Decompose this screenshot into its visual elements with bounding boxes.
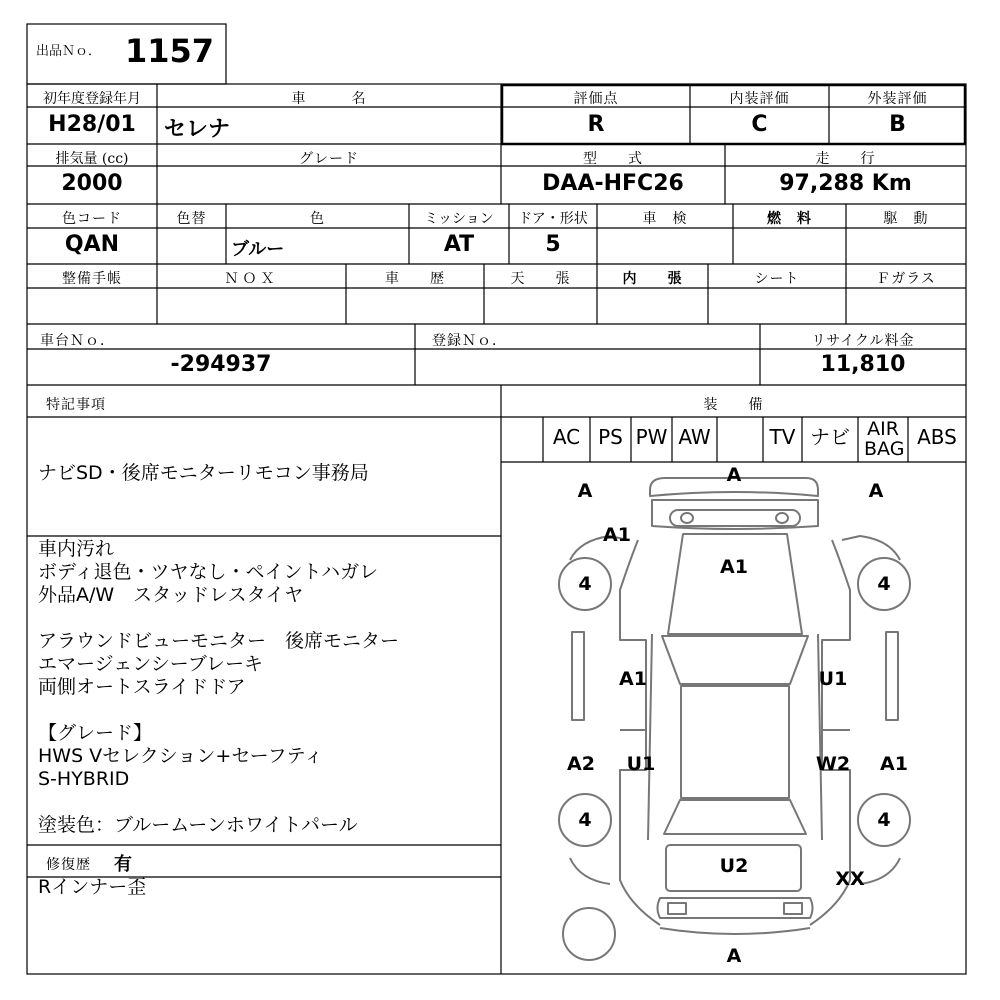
mileage-header: 走 行 <box>815 151 876 167</box>
first-registration-header: 初年度登録年月 <box>43 91 141 107</box>
note-line: アラウンドビューモニター 後席モニター <box>38 630 400 652</box>
fuel-header: 燃 料 <box>767 211 812 227</box>
score-header: 評価点 <box>573 91 619 107</box>
color-change-header: 色替 <box>176 211 207 227</box>
remarks-header: 特記事項 <box>46 397 106 413</box>
doors-value: 5 <box>545 232 561 257</box>
equip-aw: AW <box>678 425 711 449</box>
mission-header: ミッション <box>424 211 494 227</box>
note-line: 外品A/W スタッドレスタイヤ <box>38 584 304 606</box>
lot-number: 1157 <box>125 32 215 70</box>
equip-ac: AC <box>552 425 581 449</box>
mark-rear-right-fender: A1 <box>880 753 908 775</box>
mark-front-right-tire: 4 <box>877 573 891 595</box>
mark-a-pillar-left: A1 <box>603 524 631 546</box>
seat-header: シート <box>754 271 800 287</box>
score-value: R <box>587 112 605 137</box>
color-value: ブルー <box>231 239 285 260</box>
mark-rear-left-tire: 4 <box>578 809 592 831</box>
mark-rear-bumper: A <box>726 945 742 967</box>
displacement-value: 2000 <box>61 171 123 196</box>
inspection-header: 車 検 <box>642 211 688 227</box>
car-name-value: セレナ <box>164 117 231 142</box>
mark-front-bumper: A <box>726 464 742 486</box>
remarks-line-1: ナビSD・後席モニターリモコン事務局 <box>38 462 369 484</box>
exterior-value: B <box>889 112 906 137</box>
repair-history-value: 有 <box>114 854 132 875</box>
door-shape-header: ドア・形状 <box>518 211 588 227</box>
mileage-value: 97,288 Km <box>779 171 912 196</box>
mark-tailgate: U2 <box>719 855 749 877</box>
model-header: 型 式 <box>583 151 643 167</box>
note-line: 塗装色：ブルームーンホワイトパール <box>38 814 358 836</box>
color-code-header: 色コード <box>62 211 122 227</box>
mark-front-right-door: U1 <box>818 668 848 690</box>
interior-header: 内装評価 <box>729 91 790 107</box>
note-line: S-HYBRID <box>38 768 130 790</box>
repair-history-header: 修復歴 <box>46 857 91 873</box>
lot-label: 出品Ｎｏ． <box>36 44 102 59</box>
nox-header: ＮＯＸ <box>224 271 279 287</box>
equip-abs: ABS <box>917 425 957 449</box>
mark-hood: A1 <box>720 556 748 578</box>
chassis-value: -294937 <box>170 352 272 377</box>
note-line: HWS Vセレクション+セーフティ <box>38 745 324 767</box>
interior-value: C <box>751 112 768 137</box>
mark-front-left-tire: 4 <box>578 573 592 595</box>
drive-header: 駆 動 <box>883 211 929 227</box>
maintenance-book-header: 整備手帳 <box>62 271 122 287</box>
recycle-fee-value: 11,810 <box>820 352 906 377</box>
registration-header: 登録Ｎｏ． <box>432 333 507 349</box>
displacement-header: 排気量 (cc) <box>55 151 129 167</box>
repair-detail: Rインナー歪 <box>38 876 147 898</box>
grade-header: グレード <box>299 151 359 167</box>
mark-front-left-corner: A <box>577 480 593 502</box>
equipment-header: 装 備 <box>703 397 764 413</box>
color-header: 色 <box>310 211 325 227</box>
mission-value: AT <box>443 232 475 257</box>
first-registration-value: H28/01 <box>48 112 136 137</box>
mark-rear-left-fender: A2 <box>567 753 595 775</box>
headliner-header: 天 張 <box>510 271 571 287</box>
equip-tv: TV <box>769 425 796 449</box>
recycle-fee-header: リサイクル料金 <box>811 333 915 349</box>
mark-front-left-door: A1 <box>619 668 647 690</box>
note-line: ボディ退色・ツヤなし・ペイントハガレ <box>38 561 379 583</box>
mark-rear-right-tire: 4 <box>877 809 891 831</box>
mark-rear-left-door: U1 <box>626 753 656 775</box>
mark-rear-right-door: W2 <box>815 753 851 775</box>
note-line: 車内汚れ <box>38 538 115 560</box>
mark-rear-right-corner: XX <box>835 868 865 890</box>
color-code-value: QAN <box>64 232 120 257</box>
history-header: 車 歴 <box>385 271 445 287</box>
chassis-header: 車台Ｎｏ． <box>40 333 115 349</box>
exterior-header: 外装評価 <box>867 91 928 107</box>
equip-navi: ナビ <box>810 425 850 449</box>
car-name-header: 車 名 <box>291 91 367 107</box>
note-line: 【グレード】 <box>38 722 153 744</box>
model-value: DAA-HFC26 <box>542 171 684 196</box>
front-glass-header: Ｆガラス <box>876 271 936 287</box>
interior-trim-header: 内 張 <box>622 271 683 287</box>
equip-pw: PW <box>635 425 668 449</box>
note-line: 両側オートスライドドア <box>38 676 246 698</box>
mark-front-right-corner: A <box>868 480 884 502</box>
note-line: エマージェンシーブレーキ <box>38 653 264 675</box>
equip-airbag: AIR BAG <box>864 418 905 460</box>
equip-ps: PS <box>598 425 623 449</box>
